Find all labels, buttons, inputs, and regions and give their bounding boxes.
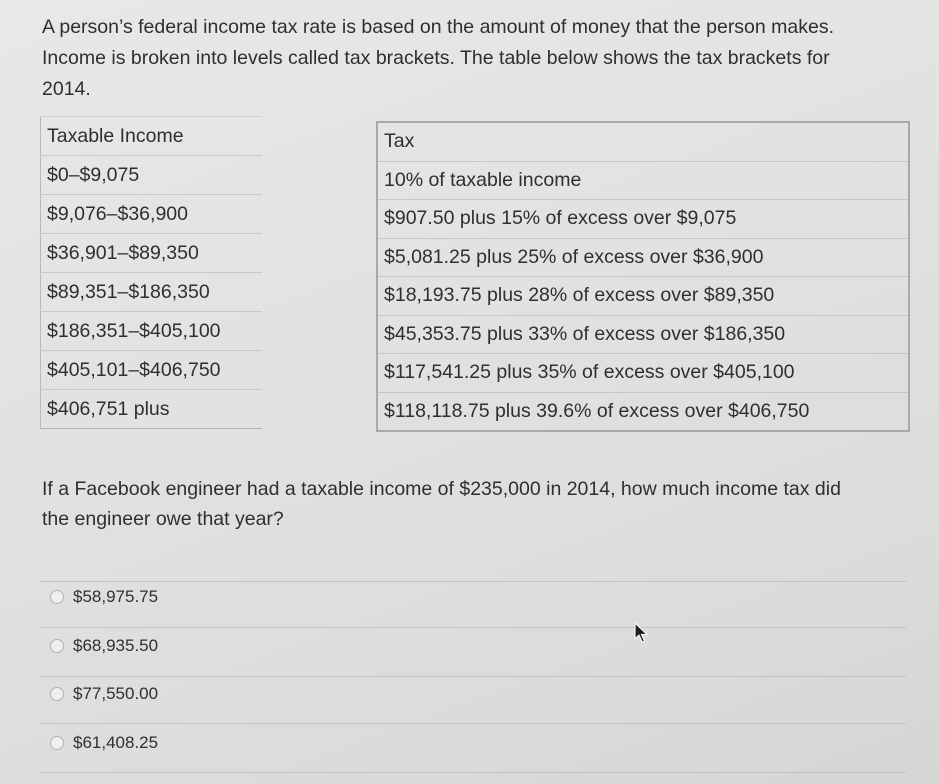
divider xyxy=(40,723,906,724)
taxable-income-table xyxy=(40,116,262,429)
divider xyxy=(40,581,906,582)
income-cell: $186,351–$405,100 xyxy=(41,312,263,351)
tax-cell: $117,541.25 plus 35% of excess over $405,100 xyxy=(377,354,909,393)
table-header-row xyxy=(41,117,263,156)
table-row xyxy=(41,351,263,390)
table-row xyxy=(377,161,909,200)
income-cell: $405,101–$406,750 xyxy=(41,351,263,390)
taxable-income-header: Taxable Income xyxy=(41,117,263,156)
divider xyxy=(40,676,906,677)
question-text xyxy=(42,474,912,534)
radio-button-icon[interactable] xyxy=(50,736,64,750)
answer-label: $61,408.25 xyxy=(73,733,159,752)
answer-label: $68,935.50 xyxy=(73,636,159,655)
tax-cell: $45,353.75 plus 33% of excess over $186,350 xyxy=(377,315,909,354)
table-row xyxy=(377,277,909,316)
answer-label: $77,550.00 xyxy=(73,684,159,703)
tax-cell: $907.50 plus 15% of excess over $9,075 xyxy=(377,200,909,239)
table-row xyxy=(377,392,909,431)
intro-line-1: A person’s federal income tax rate is based on the amount of money that the person makes. xyxy=(42,16,835,38)
question-line-1: If a Facebook engineer had a taxable income of $235,000 in 2014, how much income tax did xyxy=(42,478,841,500)
table-row xyxy=(377,315,909,354)
tax-cell: $18,193.75 plus 28% of excess over $89,350 xyxy=(377,277,909,316)
table-row xyxy=(41,156,263,195)
answer-option[interactable] xyxy=(50,584,158,610)
answer-option[interactable] xyxy=(50,633,158,659)
table-row xyxy=(377,200,909,239)
intro-line-3: 2014. xyxy=(42,78,91,100)
income-cell: $9,076–$36,900 xyxy=(41,195,263,234)
answer-label: $58,975.75 xyxy=(73,587,159,606)
income-cell: $36,901–$89,350 xyxy=(41,234,263,273)
intro-line-2: Income is broken into levels called tax brackets. The table below shows the tax brackets for xyxy=(42,47,830,69)
answer-option[interactable] xyxy=(50,681,158,707)
table-row xyxy=(41,234,263,273)
tax-cell: 10% of taxable income xyxy=(377,161,909,200)
intro-text xyxy=(42,12,912,105)
table-header-row xyxy=(377,122,909,161)
income-cell: $89,351–$186,350 xyxy=(41,273,263,312)
table-row xyxy=(41,273,263,312)
answer-option[interactable] xyxy=(50,730,158,756)
radio-button-icon[interactable] xyxy=(50,687,64,701)
mouse-pointer-icon xyxy=(634,622,650,644)
radio-button-icon[interactable] xyxy=(50,639,64,653)
divider xyxy=(40,772,906,773)
table-row xyxy=(41,195,263,234)
income-cell: $406,751 plus xyxy=(41,390,263,429)
question-line-2: the engineer owe that year? xyxy=(42,508,284,530)
table-row xyxy=(377,238,909,277)
table-row xyxy=(41,390,263,429)
divider xyxy=(40,627,906,628)
tax-cell: $5,081.25 plus 25% of excess over $36,900 xyxy=(377,238,909,277)
table-row xyxy=(41,312,263,351)
tax-header: Tax xyxy=(377,122,909,161)
tax-cell: $118,118.75 plus 39.6% of excess over $406,750 xyxy=(377,392,909,431)
radio-button-icon[interactable] xyxy=(50,590,64,604)
table-row xyxy=(377,354,909,393)
tax-table xyxy=(376,121,910,432)
income-cell: $0–$9,075 xyxy=(41,156,263,195)
